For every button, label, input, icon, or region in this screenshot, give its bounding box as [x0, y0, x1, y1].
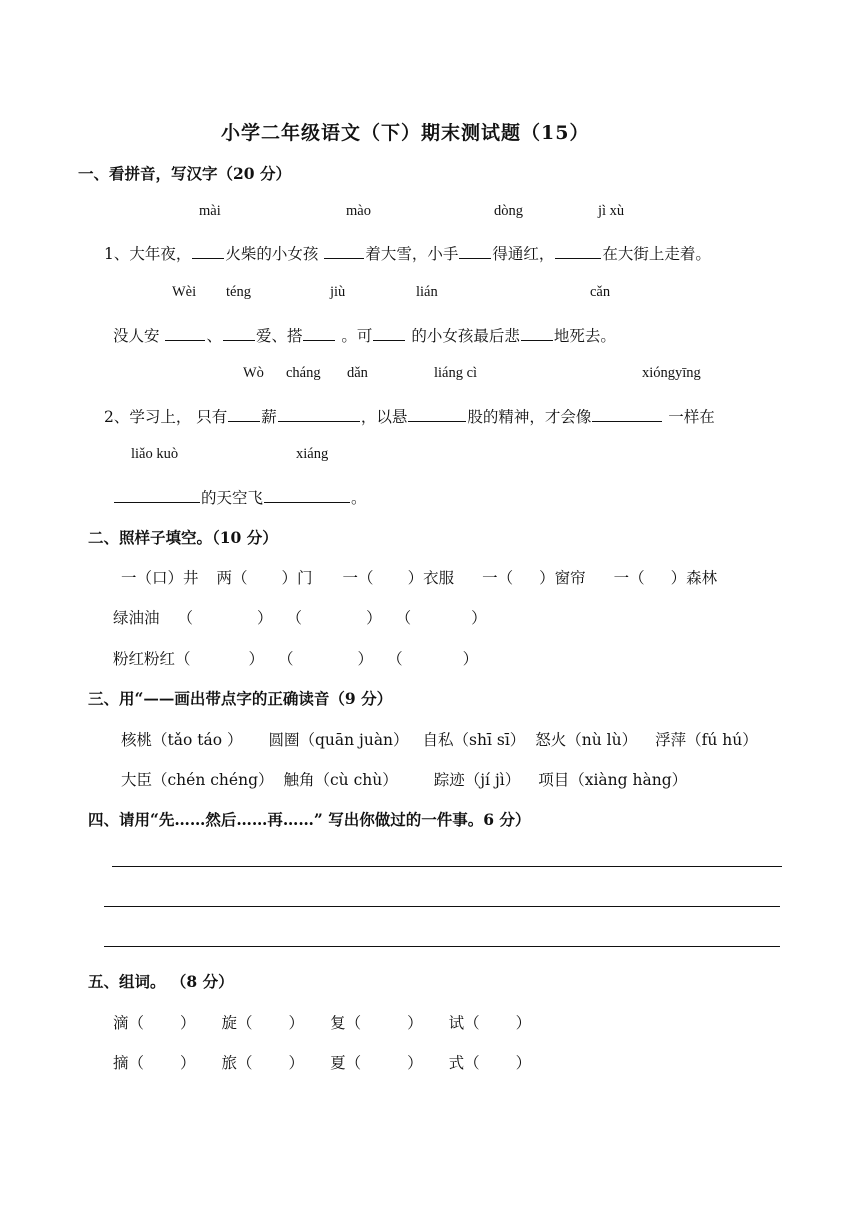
pinyin: Wèi	[172, 284, 197, 300]
answer-blank[interactable]	[114, 488, 200, 503]
writing-line[interactable]	[104, 906, 780, 907]
pinyin: jì xù	[598, 203, 625, 219]
answer-blank[interactable]	[228, 407, 260, 422]
reading-row-2: 大臣（chén chéng） 触角（cù chù） 踪迹（jí jì） 项目（xiàng hàng）	[121, 771, 688, 789]
word-row-1: 滴（ ） 旋（ ） 复（ ） 试（ ）	[113, 1014, 532, 1032]
pinyin: xiáng	[296, 446, 329, 462]
fill-row-1: 一（口）井 两（ ）门 一（ ）衣服 一（ ）窗帘 一（ ）森林	[121, 569, 718, 587]
pinyin: cǎn	[590, 284, 611, 300]
question-2-line-1: 2、学习上， 只有 薪 ，以悬 股的精神，才会像 一样在	[104, 408, 715, 426]
question-1-line-1: 1、大年夜， 火柴的小女孩 着大雪，小手 得通红， 在大街上走着。	[104, 245, 711, 263]
answer-blank[interactable]	[373, 326, 405, 341]
section-1-heading: 一、看拼音，写汉字（20 分）	[78, 164, 291, 183]
answer-blank[interactable]	[264, 488, 350, 503]
pinyin: liǎo kuò	[131, 446, 179, 462]
answer-blank[interactable]	[324, 244, 364, 259]
pinyin: Wò	[243, 365, 264, 381]
pinyin: cháng	[286, 365, 321, 381]
answer-blank[interactable]	[555, 244, 601, 259]
reading-row-1: 核桃（tǎo táo ） 圆圈（quān juàn） 自私（shī sī） 怒火（nù lù） 浮萍（fú hú）	[121, 731, 758, 749]
pinyin: téng	[226, 284, 251, 300]
pinyin: dǎn	[347, 365, 368, 381]
answer-blank[interactable]	[165, 326, 205, 341]
pinyin: mài	[199, 203, 221, 219]
question-1-line-2: 没人安 、 爱、搭 。可 的小女孩最后悲 地死去。	[113, 327, 616, 345]
answer-blank[interactable]	[592, 407, 662, 422]
word-row-2: 摘（ ） 旅（ ） 夏（ ） 式（ ）	[113, 1054, 532, 1072]
answer-blank[interactable]	[223, 326, 255, 341]
writing-line[interactable]	[104, 946, 780, 947]
page-title: 小学二年级语文（下）期末测试题（15）	[221, 122, 590, 144]
answer-blank[interactable]	[521, 326, 553, 341]
question-2-line-2: 的天空飞 。	[113, 486, 367, 508]
section-5-heading: 五、组词。 （8 分）	[88, 972, 234, 991]
section-3-heading: 三、用“——画出带点字的正确读音（9 分）	[88, 689, 393, 708]
section-2-heading: 二、照样子填空。（10 分）	[88, 528, 278, 547]
answer-blank[interactable]	[192, 244, 224, 259]
answer-blank[interactable]	[303, 326, 335, 341]
pinyin: dòng	[494, 203, 523, 219]
writing-line[interactable]	[112, 866, 782, 867]
pinyin: lián	[416, 284, 438, 300]
pinyin: jiù	[330, 284, 346, 300]
pinyin: xióngyīng	[642, 365, 701, 381]
fill-row-2: 绿油油 （ ） （ ） （ ）	[113, 609, 487, 627]
section-4-heading: 四、请用“先……然后……再……” 写出你做过的一件事。6 分）	[88, 810, 531, 829]
pinyin: mào	[346, 203, 371, 219]
answer-blank[interactable]	[459, 244, 491, 259]
pinyin: liáng cì	[434, 365, 478, 381]
answer-blank[interactable]	[278, 407, 360, 422]
answer-blank[interactable]	[408, 407, 466, 422]
fill-row-3: 粉红粉红（ ） （ ） （ ）	[113, 650, 479, 668]
